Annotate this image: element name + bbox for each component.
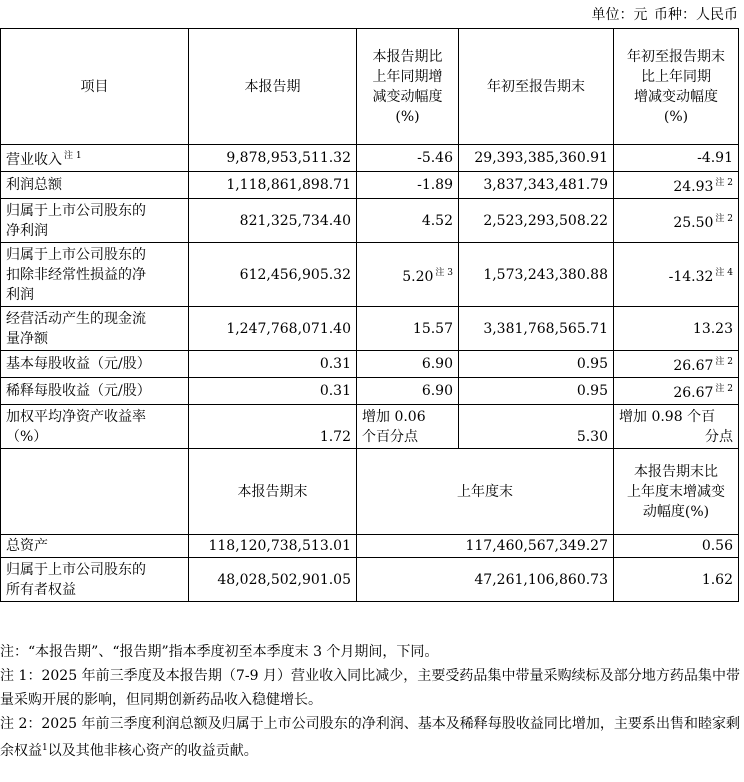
header2-change: 本报告期末比 上年度末增减变 动幅度(%) <box>614 449 739 535</box>
row-change: 15.57 <box>357 307 459 351</box>
row-change: 6.90 <box>357 378 459 405</box>
table-row <box>1 145 739 172</box>
notes <box>0 640 740 763</box>
row-current: 0.31 <box>189 378 357 405</box>
header-item: 项目 <box>1 29 189 145</box>
row-period-end: 48,028,502,901.05 <box>189 558 357 602</box>
note-marker: 注 1 <box>64 151 82 161</box>
unit-line <box>590 4 738 26</box>
roe-item: 加权平均净资产收益率 （%） <box>1 405 189 449</box>
row-current: 821,325,734.40 <box>189 199 357 243</box>
roe-ytd-change: 增加 0.98 个百 分点 <box>614 405 739 449</box>
row-current: 9,878,953,511.32 <box>189 145 357 172</box>
roe-current: 1.72 <box>189 405 357 449</box>
note-marker: 注 2 <box>715 357 733 367</box>
row-ytd: 0.95 <box>459 378 614 405</box>
row-item: 总资产 <box>1 535 189 558</box>
row-item: 稀释每股收益（元/股） <box>1 378 189 405</box>
row-change: -1.89 <box>357 172 459 199</box>
table-row <box>1 558 739 602</box>
header-ytd-change: 年初至报告期末 比上年同期 增减变动幅度 (%) <box>614 29 739 145</box>
row-item: 营业收入 $^{注 1}$ <box>1 145 189 172</box>
header-row-1 <box>1 29 739 145</box>
financial-table <box>0 28 739 602</box>
header2-blank <box>1 449 189 535</box>
row-change: 6.90 <box>357 351 459 378</box>
note-marker: 注 2 <box>715 178 733 188</box>
row-ytd-change: 26.67 $^{注 2}$ <box>614 351 739 378</box>
row-current: 0.31 <box>189 351 357 378</box>
header2-period-end: 本报告期末 <box>189 449 357 535</box>
table-row <box>1 199 739 243</box>
table-row <box>1 378 739 405</box>
roe-ytd: 5.30 <box>459 405 614 449</box>
row-ytd: 3,837,343,481.79 <box>459 172 614 199</box>
row-current: 1,247,768,071.40 <box>189 307 357 351</box>
note-marker: 注 2 <box>715 213 733 224</box>
row-ytd-change: 24.93 $^{注 2}$ <box>614 172 739 199</box>
row-item: 基本每股收益（元/股） <box>1 351 189 378</box>
row-ytd: 1,573,243,380.88 <box>459 243 614 307</box>
row-item: 归属于上市公司股东的 净利润 <box>1 199 189 243</box>
note-0: 注：“本报告期”、“报告期”指本季度初至本季度末 3 个月期间，下同。 <box>0 644 439 660</box>
row-prev-year-end: 117,460,567,349.27 <box>357 535 614 558</box>
row-change: 4.52 <box>357 199 459 243</box>
row-change: 0.56 <box>614 535 739 558</box>
unit-label: 单位：元 <box>591 7 648 23</box>
header-row-2 <box>1 449 739 535</box>
row-current: 612,456,905.32 <box>189 243 357 307</box>
row-item: 归属于上市公司股东的 所有者权益 <box>1 558 189 602</box>
table-row-roe <box>1 405 739 449</box>
row-ytd: 2,523,293,508.22 <box>459 199 614 243</box>
row-ytd: 0.95 <box>459 351 614 378</box>
table-row <box>1 172 739 199</box>
row-ytd: 3,381,768,565.71 <box>459 307 614 351</box>
row-ytd: 29,393,385,360.91 <box>459 145 614 172</box>
note-2: 注 2：2025 年前三季度利润总额及归属于上市公司股东的净利润、基本及稀释每股收益同比增加，主要系出售和睦家剩余权益$^1$以及其他非核心资产的收益贡献。 <box>0 716 740 759</box>
header-ytd: 年初至报告期末 <box>459 29 614 145</box>
header-current-change: 本报告期比 上年同期增 减变动幅度 (%) <box>357 29 459 145</box>
row-current: 1,118,861,898.71 <box>189 172 357 199</box>
header2-prev-year-end: 上年度末 <box>357 449 614 535</box>
row-ytd-change: -4.91 <box>614 145 739 172</box>
table-row <box>1 351 739 378</box>
row-ytd-change: 25.50 $^{注 2}$ <box>614 199 739 243</box>
table-row <box>1 243 739 307</box>
note-marker: 注 3 <box>435 267 453 278</box>
row-change: -5.46 <box>357 145 459 172</box>
row-prev-year-end: 47,261,106,860.73 <box>357 558 614 602</box>
row-change: 5.20 $^{注 3}$ <box>357 243 459 307</box>
row-ytd-change: -14.32 $^{注 4}$ <box>614 243 739 307</box>
currency-label: 币种：人民币 <box>654 7 738 23</box>
note-marker: 注 4 <box>715 267 733 278</box>
row-ytd-change: 13.23 <box>614 307 739 351</box>
table-row <box>1 535 739 558</box>
roe-change: 增加 0.06 个百分点 <box>357 405 459 449</box>
row-item: 归属于上市公司股东的 扣除非经常性损益的净 利润 <box>1 243 189 307</box>
row-item: 经营活动产生的现金流 量净额 <box>1 307 189 351</box>
row-item: 利润总额 <box>1 172 189 199</box>
note-marker: 注 2 <box>715 384 733 394</box>
row-period-end: 118,120,738,513.01 <box>189 535 357 558</box>
row-ytd-change: 26.67 $^{注 2}$ <box>614 378 739 405</box>
note-1: 注 1：2025 年前三季度及本报告期（7-9 月）营业收入同比减少，主要受药品集中带量采购续标及部分地方药品集中带量采购开展的影响，但同期创新药品收入稳健增长。 <box>0 668 740 708</box>
row-change: 1.62 <box>614 558 739 602</box>
header-current: 本报告期 <box>189 29 357 145</box>
table-row <box>1 307 739 351</box>
